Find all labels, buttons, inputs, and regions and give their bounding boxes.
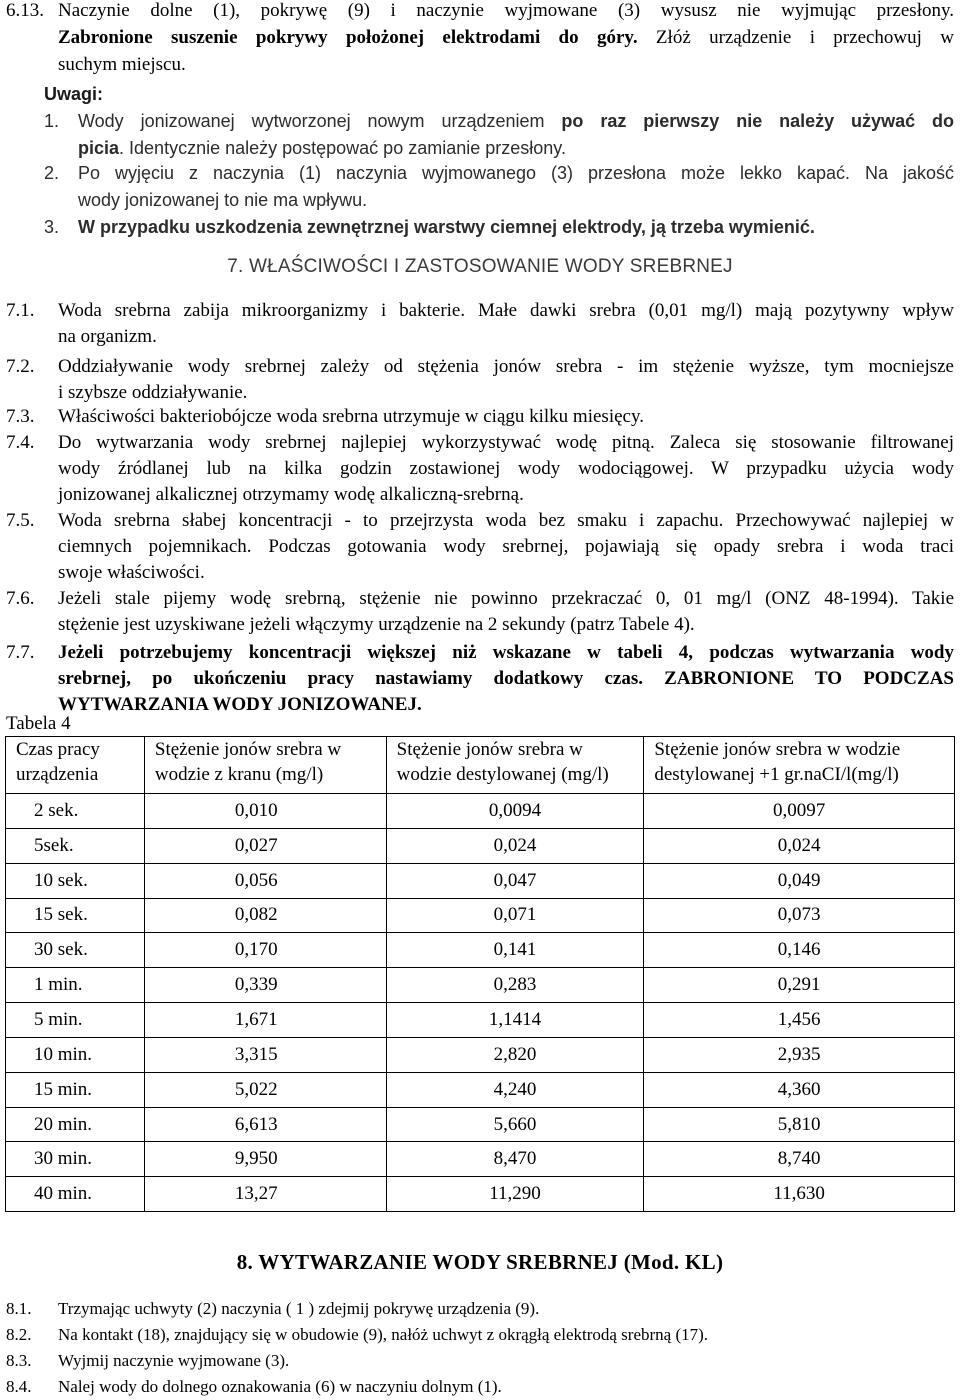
table-cell: 11,290 xyxy=(386,1177,644,1212)
item-text xyxy=(58,430,954,508)
item-number: 7.7. xyxy=(6,642,35,663)
table-row xyxy=(6,898,955,933)
item-text xyxy=(58,354,954,406)
table-cell: 0,0094 xyxy=(386,794,644,829)
table-cell: 0,049 xyxy=(644,863,955,898)
section-7-heading: 7. WŁAŚCIWOŚCI I ZASTOSOWANIE WODY SREBRNEJ xyxy=(227,256,733,277)
item-text xyxy=(78,108,954,162)
table-cell: 15 min. xyxy=(6,1072,145,1107)
table-cell: 10 sek. xyxy=(6,863,145,898)
item-text: Nalej wody do dolnego oznakowania (6) w naczyniu dolnym (1). xyxy=(58,1377,502,1396)
table-cell: 5 min. xyxy=(6,1003,145,1038)
item-number: 7.6. xyxy=(6,588,35,609)
table-row xyxy=(6,1177,955,1212)
table-cell: 4,360 xyxy=(644,1072,955,1107)
text-line: Jeżeli potrzebujemy koncentracji większej niż wskazane w tabeli 4, podczas wytwarzania wody xyxy=(58,642,954,663)
table-cell: 1,1414 xyxy=(386,1003,644,1038)
warning-text: po raz pierwszy nie należy używać do xyxy=(561,111,954,131)
item-number: 8.1. xyxy=(6,1299,32,1318)
item-number: 7.5. xyxy=(6,510,35,531)
table-row xyxy=(6,1037,955,1072)
table-cell: 8,470 xyxy=(386,1142,644,1177)
table-cell: 8,740 xyxy=(644,1142,955,1177)
text-line: Do wytwarzania wody srebrnej najlepiej wykorzystywać wodę pitną. Zaleca się stosowanie filtrowanej xyxy=(58,432,954,453)
table-row xyxy=(6,968,955,1003)
item-number: 1. xyxy=(44,111,60,131)
item-text xyxy=(58,298,954,350)
warning-text: W przypadku uszkodzenia zewnętrznej warstwy ciemnej elektrody, ją trzeba wymienić. xyxy=(78,217,815,237)
table-cell: 15 sek. xyxy=(6,898,145,933)
table-cell: 0,291 xyxy=(644,968,955,1003)
table-row xyxy=(6,1142,955,1177)
table-cell: 0,073 xyxy=(644,898,955,933)
text-line: na organizm. xyxy=(58,326,157,347)
item-text xyxy=(58,0,954,78)
header-line: Stężenie jonów srebra w xyxy=(396,739,583,760)
item-number: 7.1. xyxy=(6,300,35,321)
text-line: Jeżeli stale pijemy wodę srebrną, stężenie nie powinno przekraczać 0, 01 mg/l (ONZ 48-1994). Takie xyxy=(58,588,954,609)
table-cell: 5,810 xyxy=(644,1107,955,1142)
text-line: srebrnej, po ukończeniu pracy nastawiamy dodatkowy czas. ZABRONIONE TO PODCZAS xyxy=(58,668,954,689)
table-cell: 5,660 xyxy=(386,1107,644,1142)
table-row xyxy=(6,1003,955,1038)
table-cell: 20 min. xyxy=(6,1107,145,1142)
item-number: 3. xyxy=(44,217,60,237)
warning-text: picia xyxy=(78,138,120,158)
table-cell: 0,024 xyxy=(644,828,955,863)
item-text: Na kontakt (18), znajdujący się w obudowie (9), nałóż uchwyt z okrągłą elektrodą srebrną (17). xyxy=(58,1325,709,1344)
text-line: WYTWARZANIA WODY JONIZOWANEJ. xyxy=(58,694,422,715)
header-line: destylowanej +1 gr.naCI/l(mg/l) xyxy=(654,764,899,785)
table-header-row xyxy=(6,737,955,794)
text-line xyxy=(58,24,954,51)
notes-title: Uwagi: xyxy=(44,84,104,104)
table-label: Tabela 4 xyxy=(6,713,71,734)
table-cell: 0,047 xyxy=(386,863,644,898)
table-row xyxy=(6,1107,955,1142)
item-number: 8.3. xyxy=(6,1351,32,1370)
table-row xyxy=(6,1072,955,1107)
header-cell-tap-water xyxy=(144,737,386,794)
table-cell: 40 min. xyxy=(6,1177,145,1212)
warning-text: Zabronione suszenie pokrywy położonej elektrodami do góry. xyxy=(58,27,638,48)
header-line: urządzenia xyxy=(16,764,99,785)
table-row xyxy=(6,828,955,863)
text-line xyxy=(78,135,954,162)
item-text xyxy=(58,508,954,586)
table-cell: 0,010 xyxy=(144,794,386,829)
item-number: 7.4. xyxy=(6,432,35,453)
table-cell: 2,935 xyxy=(644,1037,955,1072)
header-cell-distilled-nacl xyxy=(644,737,955,794)
table-cell: 6,613 xyxy=(144,1107,386,1142)
table-cell: 11,630 xyxy=(644,1177,955,1212)
table-row xyxy=(6,794,955,829)
table-cell: 2 sek. xyxy=(6,794,145,829)
table-cell: 0,082 xyxy=(144,898,386,933)
item-number: 8.4. xyxy=(6,1377,32,1396)
table-cell: 1,671 xyxy=(144,1003,386,1038)
item-number: 8.2. xyxy=(6,1325,32,1344)
text-line: i szybsze oddziaływanie. xyxy=(58,382,248,403)
text-line: ciemnych pojemnikach. Podczas gotowania wody srebrnej, pojawiają się opady srebra i woda traci xyxy=(58,536,954,557)
text-line: Oddziaływanie wody srebrnej zależy od stężenia jonów srebra - im stężenie wyższe, tym mocniejsze xyxy=(58,356,954,377)
table-cell: 0,141 xyxy=(386,933,644,968)
table-cell: 2,820 xyxy=(386,1037,644,1072)
text-line: suchym miejscu. xyxy=(58,54,186,75)
header-line: wodzie z kranu (mg/l) xyxy=(154,764,324,785)
table-cell: 9,950 xyxy=(144,1142,386,1177)
table-cell: 0,056 xyxy=(144,863,386,898)
text-fragment: Złóż urządzenie i przechowuj w xyxy=(637,27,954,48)
header-line: Stężenie jonów srebra w xyxy=(154,739,342,760)
item-number: 6.13. xyxy=(6,0,44,21)
item-text xyxy=(58,640,954,718)
header-cell-distilled-water xyxy=(386,737,644,794)
table-cell: 13,27 xyxy=(144,1177,386,1212)
text-line: wody jonizowanej to nie ma wpływu. xyxy=(78,190,368,210)
text-line xyxy=(78,108,954,135)
item-number: 7.2. xyxy=(6,356,35,377)
table-cell: 0,024 xyxy=(386,828,644,863)
text-line: Po wyjęciu z naczynia (1) naczynia wyjmowanego (3) przesłona może lekko kapać. Na jakość xyxy=(78,163,954,183)
text-line: Woda srebrna zabija mikroorganizmy i bakterie. Małe dawki srebra (0,01 mg/l) mają pozytywny wpływ xyxy=(58,300,954,321)
table-cell: 5sek. xyxy=(6,828,145,863)
text-line: stężenie jest uzyskiwane jeżeli włączymy urządzenie na 2 sekundy (patrz Tabele 4). xyxy=(58,614,695,635)
table-cell: 30 sek. xyxy=(6,933,145,968)
item-text xyxy=(78,160,954,214)
text-line: jonizowanej alkalicznej otrzymamy wodę alkaliczną-srebrną. xyxy=(58,484,524,505)
item-text: Trzymając uchwyty (2) naczynia ( 1 ) zdejmij pokrywę urządzenia (9). xyxy=(58,1299,540,1318)
table-cell: 5,022 xyxy=(144,1072,386,1107)
item-number: 7.3. xyxy=(6,406,35,427)
table-cell: 1,456 xyxy=(644,1003,955,1038)
table-cell: 0,146 xyxy=(644,933,955,968)
text-line: Naczynie dolne (1), pokrywę (9) i naczynie wyjmowane (3) wysusz nie wyjmując przesłony. xyxy=(58,0,954,21)
text-line: wody źródlanej lub na kilka godzin zostawionej wody wodociągowej. W przypadku użycia wody xyxy=(58,458,954,479)
table-cell: 0,170 xyxy=(144,933,386,968)
table-cell: 0,071 xyxy=(386,898,644,933)
table-cell: 10 min. xyxy=(6,1037,145,1072)
header-cell-time xyxy=(6,737,145,794)
item-text: Wyjmij naczynie wyjmowane (3). xyxy=(58,1351,290,1370)
table-row xyxy=(6,933,955,968)
table-cell: 0,339 xyxy=(144,968,386,1003)
item-text xyxy=(58,586,954,638)
item-text xyxy=(58,404,954,430)
table-cell: 0,283 xyxy=(386,968,644,1003)
text-line: Właściwości bakteriobójcze woda srebrna utrzymuje w ciągu kilku miesięcy. xyxy=(58,406,644,427)
text-line: swoje właściwości. xyxy=(58,562,205,583)
text-fragment: . Identycznie należy postępować po zamianie przesłony. xyxy=(119,138,566,158)
item-text xyxy=(78,214,954,241)
item-number: 2. xyxy=(44,163,60,183)
header-line: wodzie destylowanej (mg/l) xyxy=(396,764,609,785)
table-cell: 30 min. xyxy=(6,1142,145,1177)
table-cell: 4,240 xyxy=(386,1072,644,1107)
table-row xyxy=(6,863,955,898)
table-cell: 1 min. xyxy=(6,968,145,1003)
table-cell: 0,0097 xyxy=(644,794,955,829)
text-fragment: Wody jonizowanej wytworzonej nowym urządzeniem xyxy=(78,111,562,131)
table-cell: 3,315 xyxy=(144,1037,386,1072)
text-line: Woda srebrna słabej koncentracji - to przejrzysta woda bez smaku i zapachu. Przechowywać najlepiej w xyxy=(58,510,954,531)
header-line: Czas pracy xyxy=(16,739,100,760)
table-cell: 0,027 xyxy=(144,828,386,863)
section-8-heading: 8. WYTWARZANIE WODY SREBRNEJ (Mod. KL) xyxy=(236,1250,724,1274)
header-line: Stężenie jonów srebra w wodzie xyxy=(654,739,901,760)
silver-concentration-table xyxy=(5,736,955,1212)
